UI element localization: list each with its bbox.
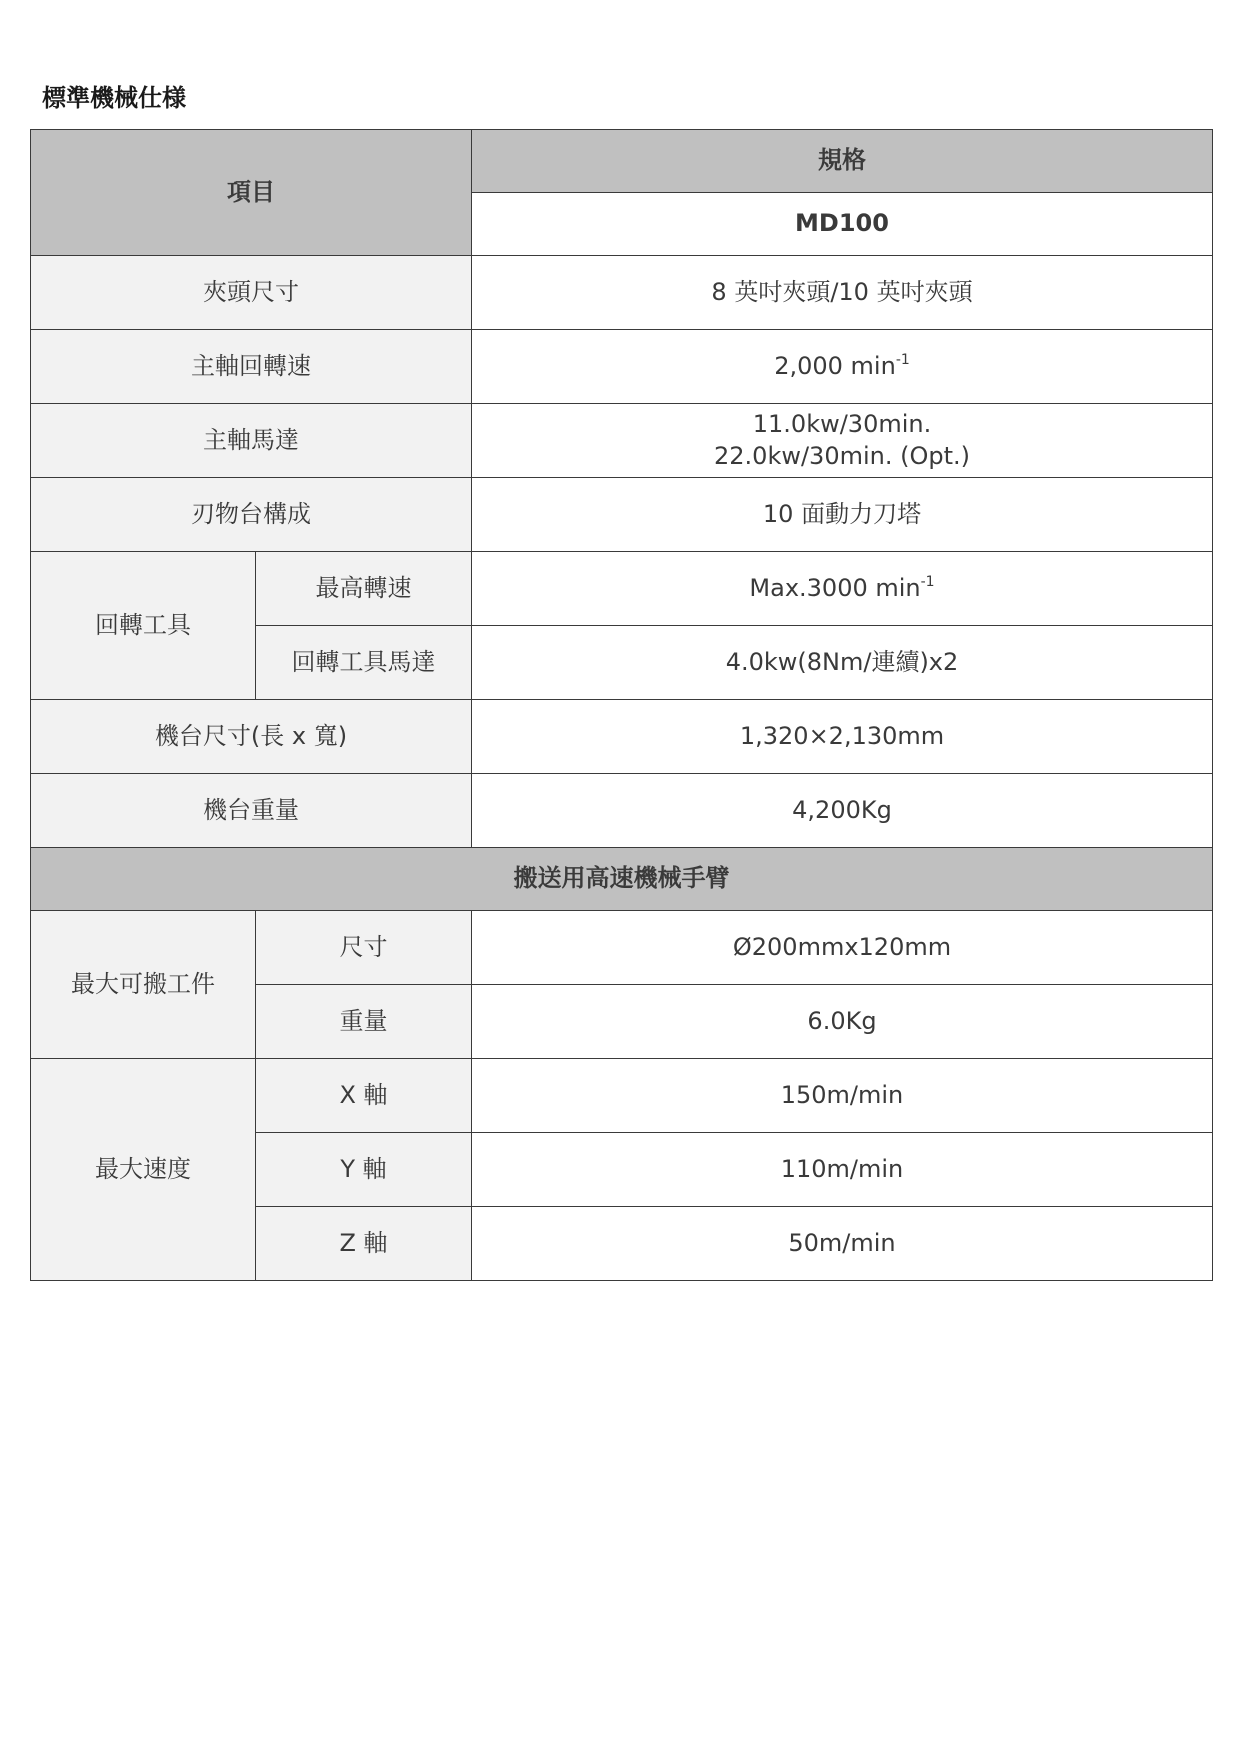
header-spec: 規格: [472, 130, 1213, 193]
row-value: 4,200Kg: [472, 774, 1213, 848]
table-row: [31, 552, 1213, 626]
row-value: [472, 330, 1213, 404]
row-value: 1,320×2,130mm: [472, 700, 1213, 774]
sub-label: 尺寸: [256, 911, 472, 985]
group-label: 最大可搬工件: [31, 911, 256, 1059]
row-label: 夾頭尺寸: [31, 256, 472, 330]
row-value: 10 面動力刀塔: [472, 478, 1213, 552]
spec-table: [30, 129, 1213, 1281]
header-item: 項目: [31, 130, 472, 256]
row-label: 刃物台構成: [31, 478, 472, 552]
table-header-row: [31, 130, 1213, 193]
page-title: 標準機械仕様: [42, 84, 186, 112]
row-label: 主軸回轉速: [31, 330, 472, 404]
group-label: 最大速度: [31, 1059, 256, 1281]
row-value: 8 英吋夾頭/10 英吋夾頭: [472, 256, 1213, 330]
row-label: 機台尺寸(長 x 寬): [31, 700, 472, 774]
row-value: [472, 552, 1213, 626]
value-text: 2,000 min: [774, 351, 896, 380]
sub-label: Z 軸: [256, 1207, 472, 1281]
sub-label: 最高轉速: [256, 552, 472, 626]
row-value: 4.0kw(8Nm/連續)x2: [472, 626, 1213, 700]
value-superscript: -1: [895, 351, 910, 368]
value-line: 22.0kw/30min. (Opt.): [714, 441, 970, 470]
row-value: 110m/min: [472, 1133, 1213, 1207]
value-text: Max.3000 min: [749, 573, 921, 602]
table-row: [31, 478, 1213, 552]
row-value: 50m/min: [472, 1207, 1213, 1281]
value-superscript: -1: [920, 573, 935, 590]
row-value: 6.0Kg: [472, 985, 1213, 1059]
table-row: [31, 774, 1213, 848]
table-row: [31, 256, 1213, 330]
row-label: 主軸馬達: [31, 404, 472, 478]
table-row: [31, 1059, 1213, 1133]
table-row: [31, 330, 1213, 404]
table-row: [31, 700, 1213, 774]
sub-label: 重量: [256, 985, 472, 1059]
row-value: Ø200mmx120mm: [472, 911, 1213, 985]
sub-label: X 軸: [256, 1059, 472, 1133]
group-label: 回轉工具: [31, 552, 256, 700]
sub-label: 回轉工具馬達: [256, 626, 472, 700]
row-value: [472, 404, 1213, 478]
table-row: [31, 911, 1213, 985]
section-title: 搬送用高速機械手臂: [31, 848, 1213, 911]
row-value: 150m/min: [472, 1059, 1213, 1133]
table-row: [31, 404, 1213, 478]
sub-label: Y 軸: [256, 1133, 472, 1207]
header-model: MD100: [472, 193, 1213, 256]
value-line: 11.0kw/30min.: [752, 410, 932, 439]
section-header-row: [31, 848, 1213, 911]
row-label: 機台重量: [31, 774, 472, 848]
